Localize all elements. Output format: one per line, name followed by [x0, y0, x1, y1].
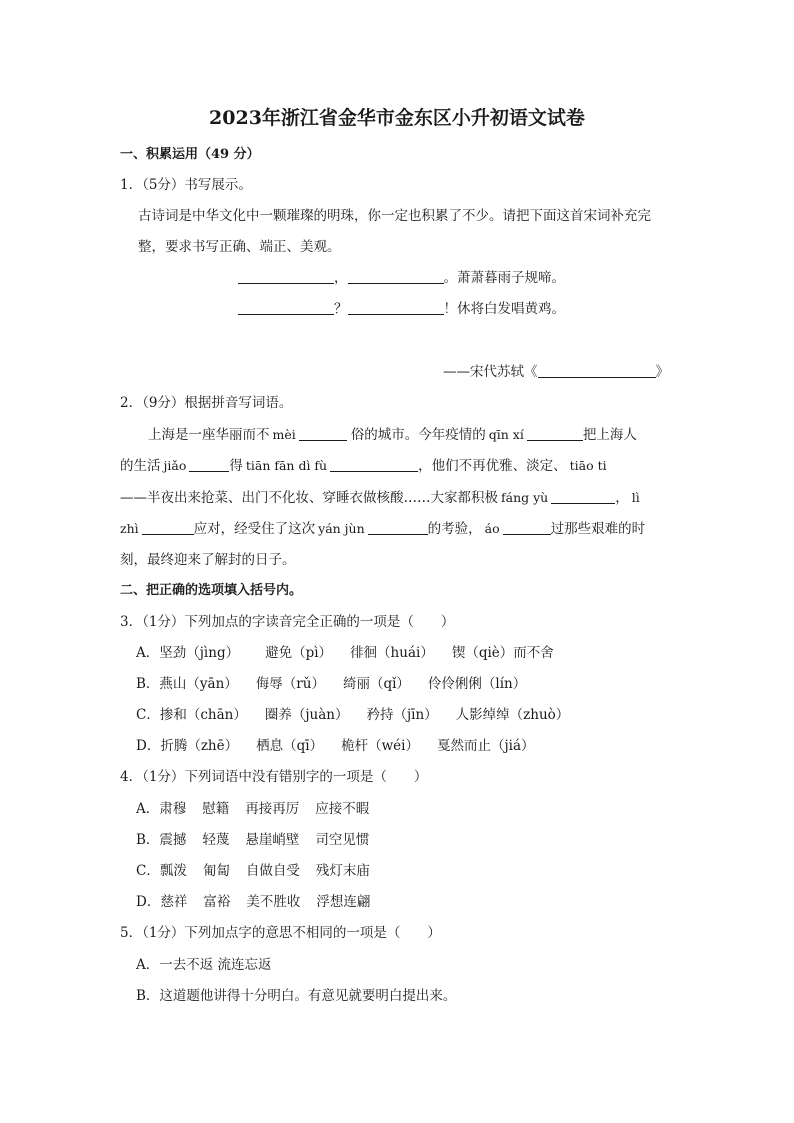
answer-blank[interactable]	[538, 363, 656, 378]
word: D．慈祥	[136, 894, 188, 910]
section-2-heading: 二、把正确的选项填入括号内。	[120, 583, 303, 598]
pinyin: zhì	[120, 521, 139, 536]
word: C．瓢泼	[136, 863, 187, 879]
q1-intro-line-2: 整，要求书写正确、端正、美观。	[138, 239, 341, 255]
q2-paragraph-line-4	[120, 519, 645, 539]
word: A．坚劲（jìng）	[136, 645, 240, 661]
word: 残灯末庙	[315, 863, 370, 879]
pinyin: tiāo ti	[569, 458, 607, 473]
text: 的生活	[120, 458, 161, 474]
word: 徘徊（huái）	[350, 645, 434, 661]
q2-paragraph-line-2	[120, 456, 610, 476]
word: 悬崖峭壁	[245, 832, 300, 848]
word: 再接再厉	[245, 801, 300, 817]
pinyin: jiǎo	[163, 458, 187, 473]
word: 绮丽（qǐ）	[342, 676, 410, 692]
pinyin: áo	[484, 521, 500, 536]
text: ，他们不再优雅、淡定、	[418, 458, 567, 474]
word: 戛然而止（jiá）	[436, 738, 535, 754]
q3-option-b[interactable]	[136, 674, 526, 694]
word: 浮想连翩	[316, 894, 371, 910]
answer-blank[interactable]	[189, 457, 229, 472]
word: 锲（qiè）而不舍	[451, 645, 554, 661]
q1-poem-line-1	[238, 268, 565, 288]
word: 美不胜收	[246, 894, 301, 910]
text: 上海是一座华丽而不	[148, 427, 270, 443]
punct: ？	[334, 301, 348, 317]
q1-intro-line-1: 古诗词是中华文化中一颗璀璨的明珠，你一定也积累了不少。请把下面这首宋词补充完	[138, 208, 651, 224]
page-title: 2023年浙江省金华市金东区小升初语文试卷	[209, 107, 585, 129]
q4-option-a[interactable]	[136, 799, 369, 819]
answer-blank[interactable]	[299, 426, 347, 441]
word: 慰籍	[202, 801, 230, 817]
word: B．震撼	[136, 832, 187, 848]
text: 应对，经受住了这次	[193, 521, 316, 537]
word: 矜持（jīn）	[366, 707, 438, 723]
word: 人影绰绰（zhuò）	[455, 707, 570, 723]
word: 富裕	[203, 894, 231, 910]
text: 得	[229, 458, 243, 474]
pinyin: mèi	[272, 427, 296, 442]
answer-blank[interactable]	[238, 300, 334, 315]
q4-option-d[interactable]	[136, 892, 370, 912]
q3-option-a[interactable]	[136, 643, 554, 663]
word: B．燕山（yān）	[136, 676, 238, 692]
q4-option-c[interactable]	[136, 861, 370, 881]
q3-option-d[interactable]	[136, 736, 535, 756]
word: D．折腾（zhē）	[136, 738, 239, 754]
text: ，	[615, 490, 629, 506]
q2-stem: 2．（9分）根据拼音写词语。	[120, 395, 293, 411]
q4-stem: 4．（1分）下列词语中没有错别字的一项是（ ）	[120, 769, 428, 785]
answer-blank[interactable]	[551, 489, 615, 504]
answer-blank[interactable]	[348, 300, 444, 315]
pinyin: lì	[631, 490, 640, 505]
word: 圈养（juàn）	[264, 707, 349, 723]
text: 把上海人	[582, 427, 637, 443]
q1-stem: 1．（5分）书写展示。	[120, 177, 252, 193]
answer-blank[interactable]	[503, 520, 551, 535]
answer-blank[interactable]	[368, 520, 428, 535]
word: 自做自受	[245, 863, 300, 879]
answer-blank[interactable]	[330, 457, 418, 472]
poem-text: 。萧萧暮雨子规啼。	[443, 270, 565, 286]
q1-source-line	[443, 362, 669, 382]
text: ——半夜出来抢菜、出门不化妆、穿睡衣做核酸……大家都积极	[120, 490, 498, 506]
q3-option-c[interactable]	[136, 705, 569, 725]
word: 轻蔑	[202, 832, 230, 848]
pinyin: tiān fān dì fù	[245, 458, 328, 473]
q2-paragraph-line-1	[148, 425, 637, 445]
source-prefix: ——宋代苏轼《	[443, 364, 538, 380]
pinyin: yán jùn	[318, 521, 365, 536]
punct: ，	[334, 270, 348, 286]
answer-blank[interactable]	[142, 520, 194, 535]
section-1-heading: 一、积累运用（49 分）	[120, 147, 260, 162]
q4-option-b[interactable]	[136, 830, 369, 850]
pinyin: qīn xí	[488, 427, 524, 442]
word: 司空见惯	[315, 832, 370, 848]
source-suffix: 》	[655, 364, 669, 380]
pinyin: fáng yù	[501, 490, 549, 505]
q3-stem: 3．（1分）下列加点的字读音完全正确的一项是（ ）	[120, 614, 455, 630]
word: 桅杆（wéi）	[341, 738, 419, 754]
word: 伶伶俐俐（lín）	[427, 676, 527, 692]
text: 过那些艰难的时	[550, 521, 646, 537]
answer-blank[interactable]	[238, 269, 334, 284]
q2-paragraph-line-5: 刻，最终迎来了解封的日子。	[120, 552, 296, 568]
word: 侮辱（rǔ）	[255, 676, 325, 692]
q5-option-b[interactable]: B．这道题他讲得十分明白。有意见就要明白提出来。	[136, 988, 457, 1004]
text: 俗的城市。今年疫情的	[350, 427, 486, 443]
answer-blank[interactable]	[348, 269, 444, 284]
word: A．肃穆	[136, 801, 187, 817]
poem-text: ！休将白发唱黄鸡。	[443, 301, 565, 317]
q1-poem-line-2	[238, 299, 565, 319]
q5-option-a[interactable]: A．一去不返 流连忘返	[136, 957, 272, 973]
answer-blank[interactable]	[527, 426, 583, 441]
word: 匍匐	[202, 863, 230, 879]
word: 应接不暇	[315, 801, 370, 817]
q2-paragraph-line-3	[120, 488, 643, 508]
text: 的考验，	[427, 521, 482, 537]
word: 栖息（qī）	[256, 738, 324, 754]
word: C．掺和（chān）	[136, 707, 247, 723]
word: 避免（pì）	[265, 645, 333, 661]
q5-stem: 5．（1分）下列加点字的意思不相同的一项是（ ）	[120, 925, 441, 941]
